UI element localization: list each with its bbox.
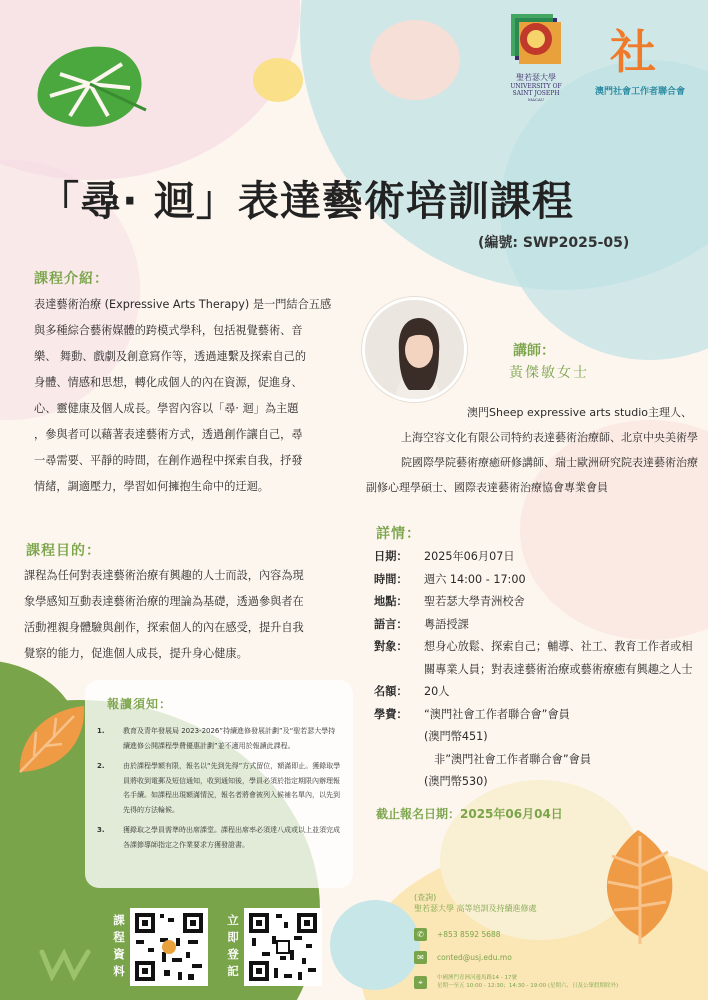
detail-value: 粵語授課	[424, 617, 469, 631]
detail-row-date	[374, 546, 704, 569]
list-item	[97, 759, 342, 817]
fee-member-amount: (澳門幣451)	[424, 730, 488, 743]
detail-value: 聖若瑟大學青洲校舍	[424, 595, 525, 608]
detail-value: 想身心放鬆、探索自己；輔導、社工、教育工作者或相關專業人員；對表達藝術治療或藝術療癒有興趣之人士	[424, 640, 693, 676]
detail-label: 語言：	[374, 617, 408, 631]
lecturer-bio	[362, 400, 698, 500]
bio-line: 副修心理學碩士、國際表達藝術治療協會專業會員	[366, 481, 608, 494]
orange-leaf-icon	[14, 700, 92, 780]
detail-row-language	[374, 614, 704, 637]
contact-email: conted@usj.edu.mo	[437, 953, 512, 962]
social-workers-logo	[582, 16, 698, 100]
aim-line: 活動裡親身體驗與創作，探索個人的內在感受，提升自我	[24, 621, 304, 634]
detail-label: 學費：	[374, 707, 408, 721]
page-title: 「尋· 迴」表達藝術培訓課程	[38, 177, 574, 225]
social-logo-glyph: 社	[610, 25, 656, 79]
contact-org-label: (查詢)	[414, 893, 437, 902]
bio-line: 院國際學院藝術療癒研修講師、瑞士歐洲研究院表達藝術治療	[401, 456, 698, 469]
contact-org-name: 聖若瑟大學 高等培訓及持續進修處	[414, 904, 537, 913]
note-number: 1.	[97, 727, 105, 735]
note-number: 2.	[97, 762, 105, 770]
intro-line: 情緒，調適壓力，學習如何擁抱生命中的迂迴。	[34, 480, 269, 493]
notes-card	[85, 680, 353, 888]
phone-icon: ✆	[414, 928, 427, 941]
note-number: 3.	[97, 826, 105, 834]
course-info-qr-code[interactable]	[130, 908, 208, 986]
aim-line: 覺察的能力，促進個人成長，提升身心健康。	[24, 647, 248, 660]
intro-line: 一尋需要、平靜的時間，在創作過程中探索自我，抒發	[34, 454, 303, 467]
detail-label: 名額：	[374, 685, 408, 698]
bio-line: 澳門Sheep expressive arts studio主理人、	[467, 406, 692, 419]
detail-label: 日期：	[374, 550, 408, 563]
contact-block	[414, 892, 694, 990]
note-text: 教育及青年發展局 2023-2026”持續進修發展計劃”及“聖若瑟大學持續進修公開課程學費優惠計劃”並不適用於報讀此課程。	[123, 727, 336, 750]
contact-phone: +853 8592 5688	[437, 930, 501, 939]
lecturer-name: 黃傑敏女士	[509, 365, 589, 381]
detail-label: 對象：	[374, 640, 408, 653]
intro-line: 身體、情感和思想，轉化成個人的內在資源，促進身、	[34, 376, 303, 389]
intro-text	[34, 292, 342, 500]
detail-label: 時間：	[374, 572, 408, 586]
qr-code-icon	[130, 908, 208, 986]
aim-heading: 課程目的：	[26, 543, 101, 559]
fee-nonmember-amount: (澳門幣530)	[424, 775, 488, 788]
detail-value: 2025年06月07日	[424, 550, 515, 563]
contact-email-row[interactable]	[414, 951, 694, 964]
usj-crest-icon	[507, 10, 565, 68]
scribble-icon	[38, 946, 98, 982]
bio-line: 上海空容文化有限公司特約表達藝術治療師、北京中央美術學	[401, 431, 698, 444]
registration-deadline: 截止報名日期：2025年06月04日	[376, 807, 563, 821]
lecturer-label: 講師：	[513, 343, 555, 359]
intro-line: 與多種綜合藝術媒體的跨模式學科，包括視覺藝術、音	[34, 324, 303, 337]
aim-line: 象學感知互動表達藝術治療的理論為基礎，透過參與者在	[24, 595, 304, 608]
monstera-leaf-icon	[30, 38, 148, 134]
location-pin-icon: ⌖	[414, 976, 427, 989]
usj-logo-chinese: 聖若瑟大學	[516, 73, 556, 82]
detail-row-target	[374, 636, 704, 681]
lecturer-photo	[362, 297, 467, 402]
register-qr-code[interactable]	[244, 908, 322, 986]
detail-row-time	[374, 569, 704, 592]
detail-value: “澳門社會工作者聯合會”會員	[424, 707, 570, 721]
mail-icon: ✉	[414, 951, 427, 964]
details-heading: 詳情：	[376, 526, 421, 542]
usj-logo-english-3: MACAU	[527, 97, 545, 102]
intro-heading: 課程介紹：	[34, 271, 109, 287]
usj-logo-english-1: UNIVERSITY OF	[510, 83, 562, 90]
intro-line: 樂、 舞動、戲劇及創意寫作等，透過連繫及探索自己的	[34, 350, 307, 363]
fee-nonmember: 非”澳門社會工作者聯合會”會員	[434, 752, 592, 766]
usj-logo	[496, 10, 576, 110]
qr-code-icon	[244, 908, 322, 986]
contact-address: 中國澳門青洲河邊馬路14 - 17號	[437, 975, 517, 981]
qr-right-label: 立 即 登 記	[227, 913, 239, 978]
note-text: 獲錄取之學員需準時出席課堂。課程出席率必須達八成或以上並須完成各課節導師指定之作業要求方獲發證書。	[123, 826, 340, 849]
qr-left-label: 課 程 資 料	[113, 913, 125, 978]
intro-line: 心、靈健康及個人成長。學習內容以「尋· 迴」為主題	[34, 402, 299, 415]
detail-row-venue	[374, 591, 704, 614]
usj-logo-english-2: SAINT JOSEPH	[512, 90, 560, 97]
detail-label: 地點：	[374, 595, 408, 608]
detail-row-fee	[374, 704, 704, 727]
note-text: 由於課程學額有限，報名以“先到先得”方式留位，額滿即止。獲錄取學員將收到電郵及短信通知，收到通知後，學員必須於指定期限內辦理報名手續。如課程出現額滿情況，報名者將會被列入候補名單內，以先到先得的方法輪候。	[123, 762, 341, 814]
contact-hours: 星期一至五 10:00 - 12:30；14:30 - 19:00 (星期六、日及公眾假期除外)	[437, 983, 619, 989]
intro-line: ，參與者可以藉著表達藝術方式，透過創作讓自己，尋	[34, 428, 303, 441]
list-item	[97, 823, 342, 852]
notes-heading: 報讀須知：	[107, 697, 173, 711]
list-item	[97, 724, 342, 753]
notes-list	[97, 724, 342, 858]
contact-address-row	[414, 974, 694, 990]
details-list	[374, 546, 704, 794]
intro-line: 表達藝術治療 (Expressive Arts Therapy) 是一門結合五感	[34, 298, 332, 311]
social-logo-name: 澳門社會工作者聯合會	[594, 87, 685, 97]
detail-value: 20人	[424, 685, 450, 698]
detail-value: 週六 14:00 - 17:00	[424, 572, 526, 586]
course-code: (編號: SWP2025-05)	[478, 235, 630, 251]
detail-row-quota	[374, 681, 704, 704]
aim-text	[24, 563, 344, 667]
aim-line: 課程為任何對表達藝術治療有興趣的人士而設，內容為現	[24, 569, 304, 582]
contact-phone-row[interactable]	[414, 928, 694, 941]
